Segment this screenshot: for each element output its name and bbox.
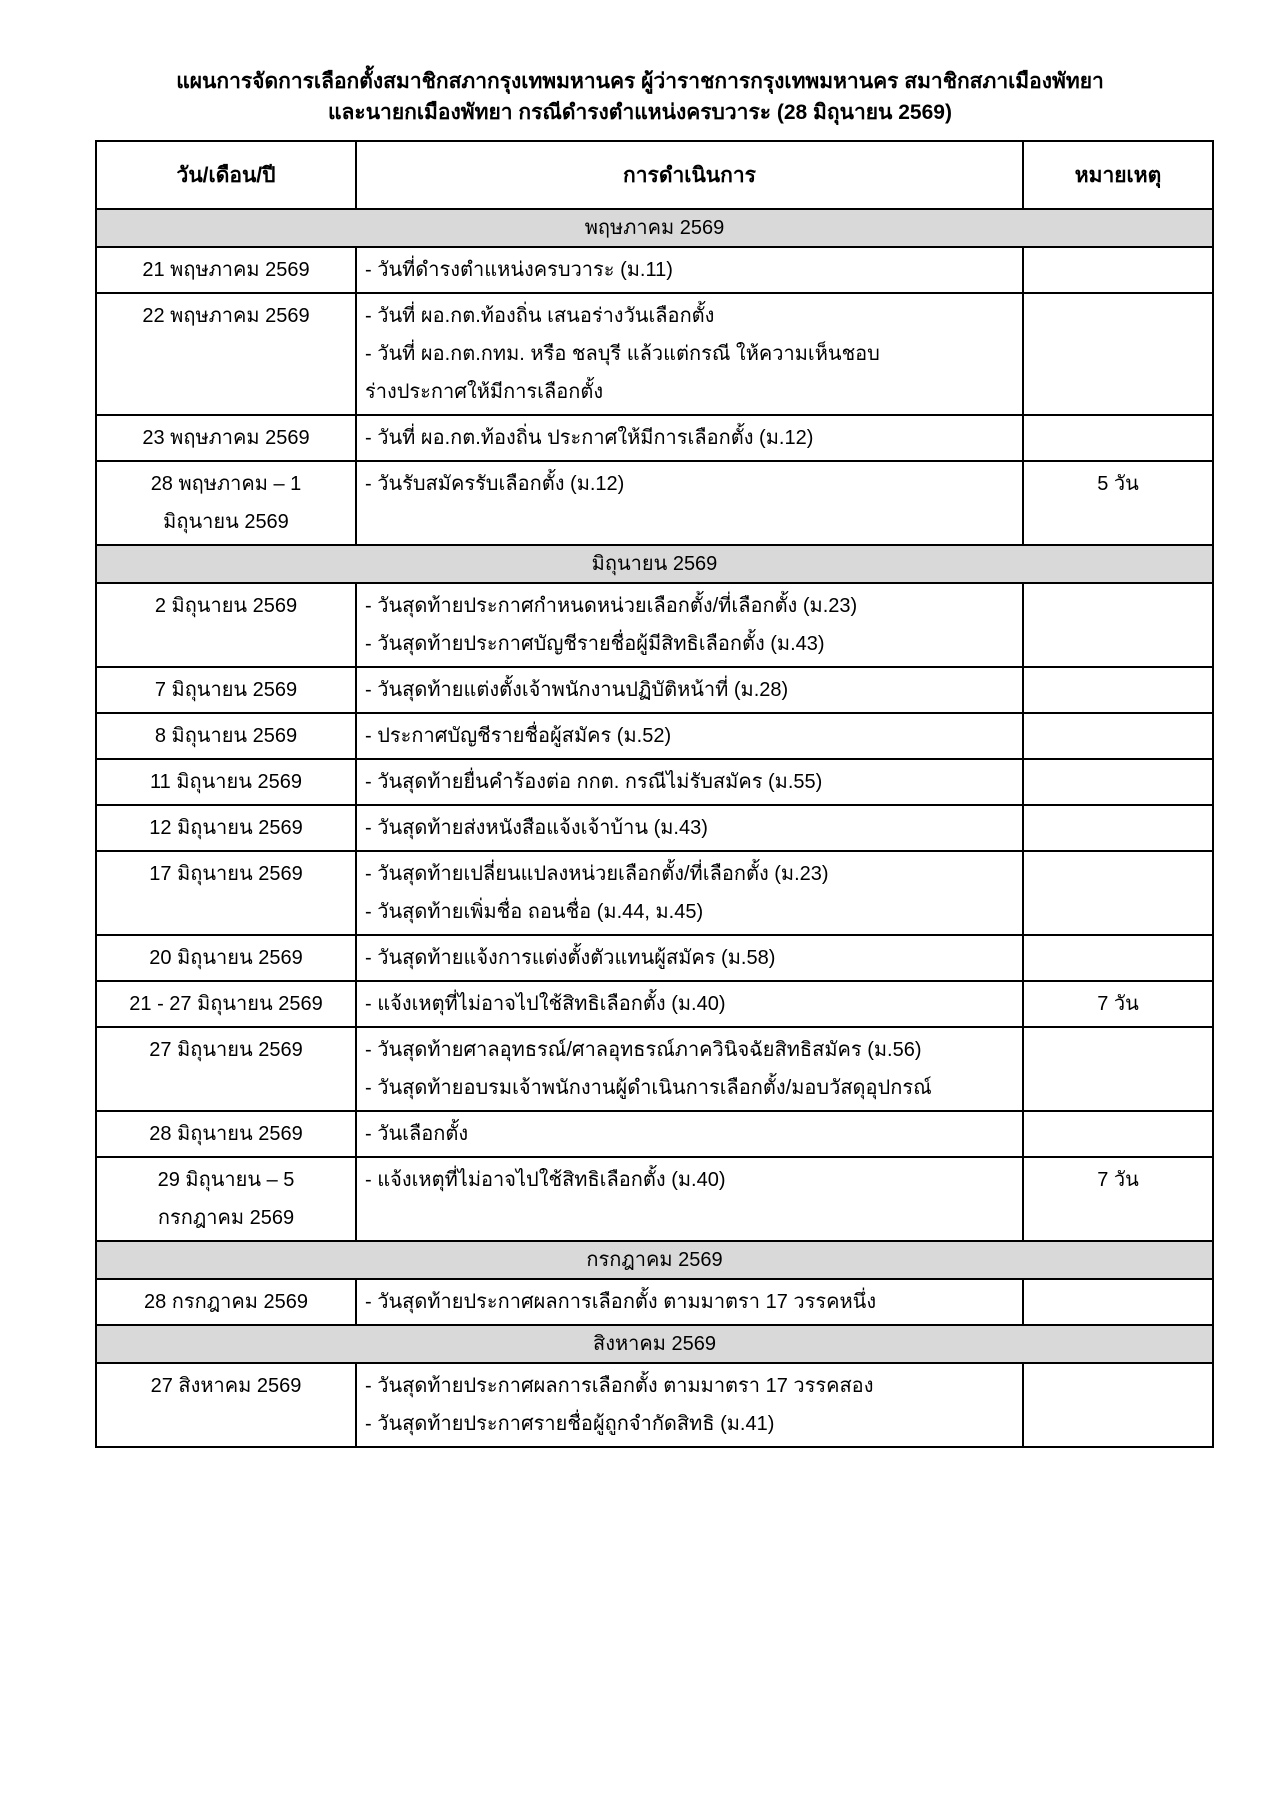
- action-cell: [356, 247, 1023, 293]
- table-row: [96, 1363, 1213, 1447]
- cell-text-line: - วันสุดท้ายเพิ่มชื่อ ถอนชื่อ (ม.44, ม.45): [365, 901, 704, 923]
- note-cell: [1023, 851, 1213, 935]
- cell-text-line: 7 มิถุนายน 2569: [154, 679, 298, 701]
- cell-text-line: - วันสุดท้ายเปลี่ยนแปลงหน่วยเลือกตั้ง/ที่เลือกตั้ง (ม.23): [365, 863, 829, 885]
- date-cell: [96, 1363, 356, 1447]
- note-cell: [1023, 247, 1213, 293]
- date-cell: [96, 759, 356, 805]
- table-row: [96, 805, 1213, 851]
- cell-text-line: - วันสุดท้ายประกาศบัญชีรายชื่อผู้มีสิทธิเลือกตั้ง (ม.43): [365, 633, 825, 655]
- date-cell: [96, 461, 356, 545]
- date-cell: [96, 1279, 356, 1325]
- date-cell: [96, 293, 356, 415]
- table-header-row: [96, 141, 1213, 209]
- cell-text-line: 2 มิถุนายน 2569: [154, 595, 298, 617]
- cell-text-line: - แจ้งเหตุที่ไม่อาจไปใช้สิทธิเลือกตั้ง (ม.40): [365, 993, 726, 1015]
- cell-text-line: 21 พฤษภาคม 2569: [142, 259, 310, 281]
- date-cell: [96, 935, 356, 981]
- date-cell: [96, 1111, 356, 1157]
- cell-text-line: 22 พฤษภาคม 2569: [142, 305, 310, 327]
- cell-text-line: 29 มิถุนายน – 5: [157, 1169, 295, 1191]
- date-cell: [96, 583, 356, 667]
- date-cell: [96, 713, 356, 759]
- action-cell: [356, 935, 1023, 981]
- cell-text-line: - วันสุดท้ายแต่งตั้งเจ้าพนักงานปฏิบัติหน้าที่ (ม.28): [365, 679, 789, 701]
- date-cell: [96, 805, 356, 851]
- cell-text-line: 7 วัน: [1097, 1169, 1139, 1191]
- cell-text-line: - วันที่ ผอ.กต.กทม. หรือ ชลบุรี แล้วแต่กรณี ให้ความเห็นชอบ: [365, 343, 880, 365]
- date-cell: [96, 1157, 356, 1241]
- action-cell: [356, 1157, 1023, 1241]
- election-schedule-table: [95, 140, 1214, 1448]
- document-title-line1: แผนการจัดการเลือกตั้งสมาชิกสภากรุงเทพมหานคร ผู้ว่าราชการกรุงเทพมหานคร สมาชิกสภาเมืองพัทยา: [176, 70, 1104, 93]
- table-row: [96, 461, 1213, 545]
- action-cell: [356, 713, 1023, 759]
- date-cell: [96, 415, 356, 461]
- month-section-row: [96, 209, 1213, 247]
- cell-text-line: 8 มิถุนายน 2569: [154, 725, 298, 747]
- column-header-note: หมายเหตุ: [1023, 141, 1213, 209]
- cell-text-line: - วันรับสมัครรับเลือกตั้ง (ม.12): [365, 473, 625, 495]
- action-cell: [356, 1111, 1023, 1157]
- table-row: [96, 1027, 1213, 1111]
- action-cell: [356, 415, 1023, 461]
- note-cell: [1023, 981, 1213, 1027]
- cell-text-line: - วันสุดท้ายศาลอุทธรณ์/ศาลอุทธรณ์ภาควินิจฉัยสิทธิสมัคร (ม.56): [365, 1039, 922, 1061]
- table-row: [96, 981, 1213, 1027]
- cell-text-line: - วันที่ ผอ.กต.ท้องถิ่น ประกาศให้มีการเลือกตั้ง (ม.12): [365, 427, 814, 449]
- action-cell: [356, 805, 1023, 851]
- table-body: [96, 209, 1213, 1447]
- table-row: [96, 1279, 1213, 1325]
- note-cell: [1023, 415, 1213, 461]
- table-row: [96, 851, 1213, 935]
- action-cell: [356, 1027, 1023, 1111]
- table-row: [96, 667, 1213, 713]
- cell-text-line: - แจ้งเหตุที่ไม่อาจไปใช้สิทธิเลือกตั้ง (ม.40): [365, 1169, 726, 1191]
- note-cell: [1023, 935, 1213, 981]
- action-cell: [356, 1279, 1023, 1325]
- cell-text-line: - วันสุดท้ายยื่นคำร้องต่อ กกต. กรณีไม่รับสมัคร (ม.55): [365, 771, 823, 793]
- month-section-header: สิงหาคม 2569: [96, 1325, 1213, 1363]
- cell-text-line: - วันเลือกตั้ง: [365, 1123, 469, 1145]
- cell-text-line: - วันสุดท้ายแจ้งการแต่งตั้งตัวแทนผู้สมัคร (ม.58): [365, 947, 776, 969]
- note-cell: [1023, 759, 1213, 805]
- note-cell: [1023, 1027, 1213, 1111]
- cell-text-line: 12 มิถุนายน 2569: [149, 817, 303, 839]
- cell-text-line: - ประกาศบัญชีรายชื่อผู้สมัคร (ม.52): [365, 725, 672, 747]
- action-cell: [356, 583, 1023, 667]
- cell-text-line: 20 มิถุนายน 2569: [149, 947, 303, 969]
- note-cell: [1023, 667, 1213, 713]
- cell-text-line: - วันสุดท้ายอบรมเจ้าพนักงานผู้ดำเนินการเลือกตั้ง/มอบวัสดุอุปกรณ์: [365, 1077, 932, 1099]
- cell-text-line: - วันที่ ผอ.กต.ท้องถิ่น เสนอร่างวันเลือกตั้ง: [365, 305, 715, 327]
- document-title: [0, 0, 1280, 128]
- action-cell: [356, 461, 1023, 545]
- cell-text-line: - วันที่ดำรงตำแหน่งครบวาระ (ม.11): [365, 259, 673, 281]
- cell-text-line: 11 มิถุนายน 2569: [150, 771, 302, 793]
- note-cell: [1023, 461, 1213, 545]
- date-cell: [96, 1027, 356, 1111]
- column-header-date: วัน/เดือน/ปี: [96, 141, 356, 209]
- note-cell: [1023, 1279, 1213, 1325]
- table-row: [96, 759, 1213, 805]
- action-cell: [356, 851, 1023, 935]
- action-cell: [356, 759, 1023, 805]
- cell-text-line: ร่างประกาศให้มีการเลือกตั้ง: [365, 381, 604, 403]
- cell-text-line: 7 วัน: [1097, 993, 1139, 1015]
- note-cell: [1023, 293, 1213, 415]
- cell-text-line: - วันสุดท้ายประกาศรายชื่อผู้ถูกจำกัดสิทธิ (ม.41): [365, 1413, 775, 1435]
- cell-text-line: 21 - 27 มิถุนายน 2569: [129, 993, 323, 1015]
- table-row: [96, 1157, 1213, 1241]
- note-cell: [1023, 713, 1213, 759]
- cell-text-line: 17 มิถุนายน 2569: [149, 863, 303, 885]
- table-row: [96, 1111, 1213, 1157]
- note-cell: [1023, 583, 1213, 667]
- month-section-header: มิถุนายน 2569: [96, 545, 1213, 583]
- month-section-row: [96, 1241, 1213, 1279]
- month-section-row: [96, 1325, 1213, 1363]
- cell-text-line: กรกฎาคม 2569: [157, 1207, 295, 1229]
- action-cell: [356, 293, 1023, 415]
- cell-text-line: - วันสุดท้ายประกาศกำหนดหน่วยเลือกตั้ง/ที่เลือกตั้ง (ม.23): [365, 595, 858, 617]
- date-cell: [96, 247, 356, 293]
- note-cell: [1023, 805, 1213, 851]
- month-section-row: [96, 545, 1213, 583]
- cell-text-line: 27 มิถุนายน 2569: [149, 1039, 303, 1061]
- month-section-header: กรกฎาคม 2569: [96, 1241, 1213, 1279]
- cell-text-line: 28 พฤษภาคม – 1: [150, 473, 302, 495]
- cell-text-line: 28 มิถุนายน 2569: [149, 1123, 303, 1145]
- note-cell: [1023, 1157, 1213, 1241]
- date-cell: [96, 667, 356, 713]
- table-row: [96, 415, 1213, 461]
- cell-text-line: 23 พฤษภาคม 2569: [142, 427, 310, 449]
- table-row: [96, 247, 1213, 293]
- table-row: [96, 293, 1213, 415]
- note-cell: [1023, 1111, 1213, 1157]
- date-cell: [96, 981, 356, 1027]
- table-row: [96, 713, 1213, 759]
- note-cell: [1023, 1363, 1213, 1447]
- cell-text-line: 5 วัน: [1097, 473, 1139, 495]
- action-cell: [356, 981, 1023, 1027]
- cell-text-line: - วันสุดท้ายส่งหนังสือแจ้งเจ้าบ้าน (ม.43): [365, 817, 708, 839]
- column-header-action: การดำเนินการ: [356, 141, 1023, 209]
- table-row: [96, 583, 1213, 667]
- month-section-header: พฤษภาคม 2569: [96, 209, 1213, 247]
- cell-text-line: - วันสุดท้ายประกาศผลการเลือกตั้ง ตามมาตรา 17 วรรคหนึ่ง: [365, 1291, 877, 1313]
- cell-text-line: มิถุนายน 2569: [163, 511, 289, 533]
- cell-text-line: 28 กรกฎาคม 2569: [143, 1291, 309, 1313]
- table-row: [96, 935, 1213, 981]
- cell-text-line: 27 สิงหาคม 2569: [150, 1375, 302, 1397]
- action-cell: [356, 1363, 1023, 1447]
- action-cell: [356, 667, 1023, 713]
- cell-text-line: - วันสุดท้ายประกาศผลการเลือกตั้ง ตามมาตรา 17 วรรคสอง: [365, 1375, 874, 1397]
- date-cell: [96, 851, 356, 935]
- document-title-line2: และนายกเมืองพัทยา กรณีดำรงตำแหน่งครบวาระ (28 มิถุนายน 2569): [328, 101, 952, 124]
